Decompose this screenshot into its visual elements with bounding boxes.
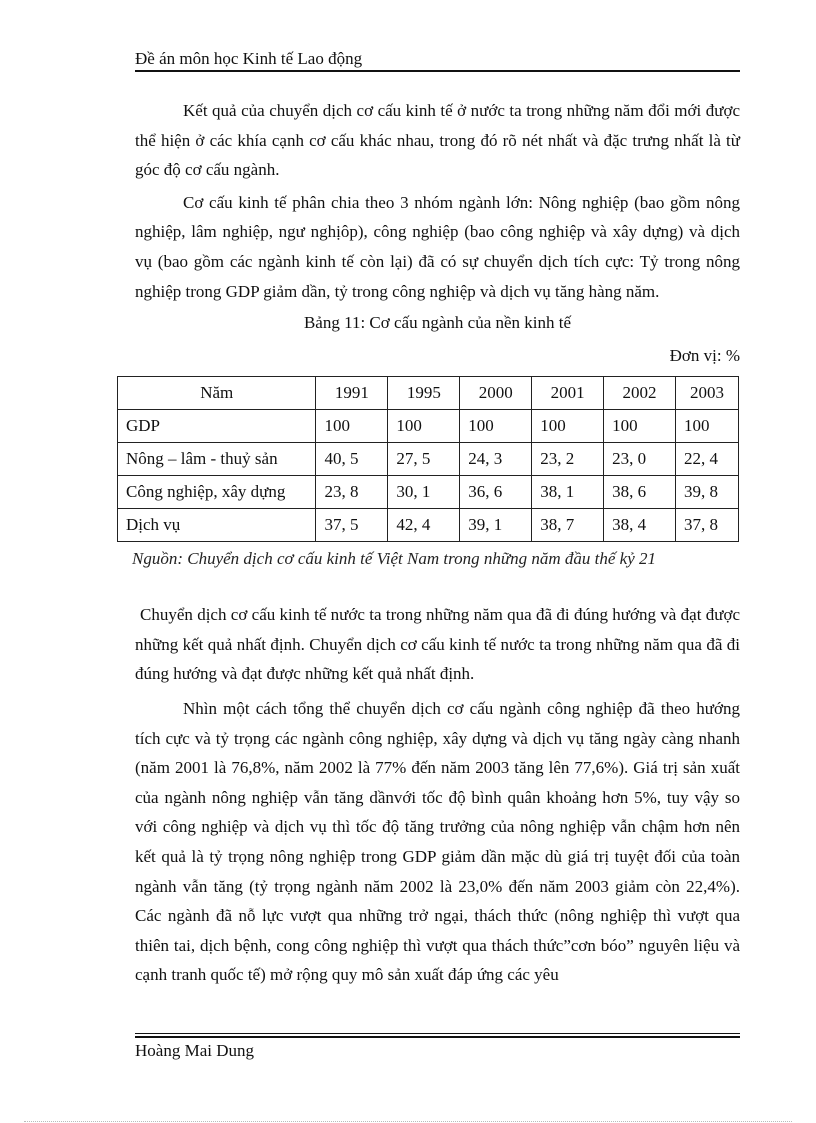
table-cell: 30, 1 <box>388 476 460 509</box>
table-cell: 38, 7 <box>532 509 604 542</box>
table-row <box>118 410 739 443</box>
table-row <box>118 476 739 509</box>
row-label: Nông – lâm - thuỷ sản <box>118 443 316 476</box>
footer-rule <box>135 1036 740 1038</box>
page-header-title: Đề án môn học Kinh tế Lao động <box>135 49 363 68</box>
table-cell: 38, 4 <box>604 509 676 542</box>
page-content <box>126 96 740 990</box>
table-cell: 100 <box>676 410 739 443</box>
table-cell: 39, 8 <box>676 476 739 509</box>
table-row <box>118 509 739 542</box>
table-unit: Đơn vị: % <box>669 346 740 366</box>
row-label: Công nghiệp, xây dựng <box>118 476 316 509</box>
header-cell: Năm <box>118 377 316 410</box>
row-label: GDP <box>118 410 316 443</box>
header-cell: 2003 <box>676 377 739 410</box>
footer-rule <box>135 1033 740 1034</box>
table-cell: 23, 2 <box>532 443 604 476</box>
header-rule <box>135 70 740 72</box>
row-label: Dịch vụ <box>118 509 316 542</box>
table-cell: 24, 3 <box>460 443 532 476</box>
table-cell: 22, 4 <box>676 443 739 476</box>
table-cell: 36, 6 <box>460 476 532 509</box>
table-cell: 38, 6 <box>604 476 676 509</box>
header-cell: 2001 <box>532 377 604 410</box>
table-header-row <box>118 377 739 410</box>
paragraph-4: Nhìn một cách tổng thể chuyển dịch cơ cấu ngành công nghiệp đã theo hướng tích cực và tỷ trọng các ngành công nghiệp, xây dựng và dịch vụ tăng ngày càng nhanh (năm 2001 là 76,8%, năm 2002 là 77% đến năm 2003 tăng lên 77,6%). Giá trị sản xuất của ngành nông nghiệp vẫn tăng dầnvới tốc độ bình quân khoảng hơn 5%, tuy vậy so với công nghiệp và dịch vụ thì tốc độ tăng trưởng của nông nghiệp vẫn chậm hơn nên kết quả là tỷ trọng nông nghiệp trong GDP giảm dần mặc dù giá trị tuyệt đối của toàn ngành vẫn tăng (tỷ trọng ngành năm 2002 là 23,0% đến năm 2003 giảm còn 22,4%). Các ngành đã nỗ lực vượt qua những trở ngại, thách thức (nông nghiệp thì vượt qua thiên tai, dịch bệnh, cong công nghiệp thì vượt qua thách thức”cơn bóo” nguyên liệu và cạnh tranh quốc tế) mở rộng quy mô sản xuất đáp ứng các yêu <box>135 698 740 985</box>
table-cell: 40, 5 <box>316 443 388 476</box>
footer-author: Hoàng Mai Dung <box>135 1041 254 1060</box>
table-cell: 38, 1 <box>532 476 604 509</box>
paragraph-1: Kết quả của chuyển dịch cơ cấu kinh tế ở nước ta trong những năm đổi mới được thể hiện ở các khía cạnh cơ cấu khác nhau, trong đó rõ nét nhất và đặc trưng nhất là từ góc độ cơ cấu ngành. <box>135 101 740 180</box>
table-cell: 100 <box>532 410 604 443</box>
table-cell: 100 <box>604 410 676 443</box>
header-cell: 2000 <box>460 377 532 410</box>
table-row <box>118 443 739 476</box>
paragraph-3: Chuyển dịch cơ cấu kinh tế nước ta trong những năm qua đã đi đúng hướng và đạt được những kết quả nhất định. Chuyển dịch cơ cấu kinh tế nước ta trong những năm qua đã đi đúng hướng và đạt được những kết quả nhất định. <box>135 605 740 684</box>
paragraph-2: Cơ cấu kinh tế phân chia theo 3 nhóm ngành lớn: Nông nghiệp (bao gồm nông nghiệp, lâm nghiệp, ngư nghịôp), công nghiệp (bao công nghiệp và xây dựng) và dịch vụ (bao gồm các ngành kinh tế còn lại) đã có sự chuyển dịch tích cực: Tỷ trong nông nghiệp trong GDP giảm dần, tỷ trong công nghiệp và dịch vụ tăng hàng năm. <box>135 192 740 301</box>
table-cell: 39, 1 <box>460 509 532 542</box>
header-cell: 2002 <box>604 377 676 410</box>
table-cell: 23, 0 <box>604 443 676 476</box>
page-bottom-divider <box>24 1121 792 1122</box>
header-cell: 1991 <box>316 377 388 410</box>
table-cell: 100 <box>388 410 460 443</box>
table-cell: 37, 8 <box>676 509 739 542</box>
table-cell: 100 <box>316 410 388 443</box>
table-cell: 23, 8 <box>316 476 388 509</box>
table-cell: 42, 4 <box>388 509 460 542</box>
header-cell: 1995 <box>388 377 460 410</box>
table-cell: 37, 5 <box>316 509 388 542</box>
table-caption: Bảng 11: Cơ cấu ngành của nền kinh tế <box>303 313 572 333</box>
table-cell: 27, 5 <box>388 443 460 476</box>
table-cell: 100 <box>460 410 532 443</box>
table-source-note: Nguồn: Chuyển dịch cơ cấu kinh tế Việt Nam trong những năm đầu thế kỷ 21 <box>132 549 656 569</box>
sector-structure-table <box>117 376 739 542</box>
